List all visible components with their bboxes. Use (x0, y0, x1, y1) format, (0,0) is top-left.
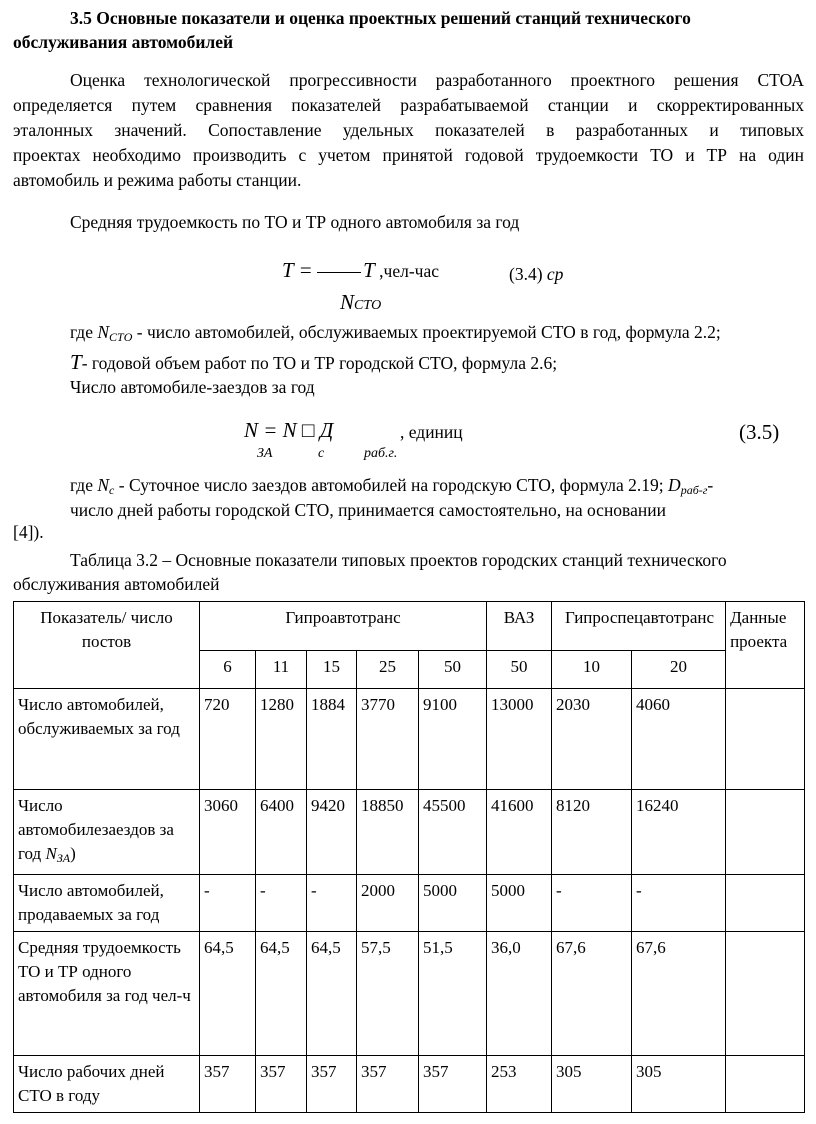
table-row (14, 875, 805, 932)
formula-3-5-sub-za: ЗА (257, 446, 273, 461)
table-cell: 305 (552, 1056, 632, 1113)
table-cell: 45500 (419, 790, 487, 875)
table-cell: 1884 (307, 689, 357, 790)
table-cell: 16240 (632, 790, 726, 875)
posts-cell: 25 (357, 651, 419, 689)
formula-3-5-sub-c: с (318, 446, 325, 461)
table-cell-empty (726, 1056, 805, 1113)
posts-cell: 50 (419, 651, 487, 689)
avg-labour-text: Средняя трудоемкость по ТО и ТР одного автомобиля за год (70, 212, 520, 232)
table-cell-empty (726, 875, 805, 932)
formula-3-4-denominator: NСТО (340, 290, 382, 314)
table-cell: 64,5 (307, 932, 357, 1056)
table-cell: - (200, 875, 256, 932)
table-cell: 305 (632, 1056, 726, 1113)
row-label: Число автомобилей, продаваемых за год (14, 875, 200, 932)
posts-cell: 10 (552, 651, 632, 689)
table-row (14, 1056, 805, 1113)
header-indicator: Показатель/ число постов (14, 602, 200, 689)
table-cell: 51,5 (419, 932, 487, 1056)
where-t: T- годовой объем работ по ТО и ТР городской СТО, формула 2.6; (70, 350, 558, 374)
table-caption-line1: Таблица 3.2 – Основные показатели типовых проектов городских станций технического (70, 550, 727, 570)
posts-cell: 15 (307, 651, 357, 689)
table-header-row (14, 602, 805, 651)
indicators-table (13, 601, 805, 1113)
formula-3-4-lhs: T = (282, 258, 313, 282)
row-label: Число автомобилезаездов за год $N_{ЗА}$) (14, 790, 200, 875)
formula-3-4-number-group (509, 264, 563, 285)
table-cell: - (256, 875, 307, 932)
formula-3-4-rhs: T (363, 258, 375, 282)
header-giprospecavtotrans: Гипроспецавтотранс (552, 602, 726, 651)
row-label: Средняя трудоемкость ТО и ТР одного автомобиля за год чел-ч (14, 932, 200, 1056)
table-cell: 2000 (357, 875, 419, 932)
intro-line-2: определяется путем сравнения показателей разрабатываемой станции и скорректированных (13, 95, 804, 115)
table-cell: 9420 (307, 790, 357, 875)
table-cell: 357 (357, 1056, 419, 1113)
table-cell: - (632, 875, 726, 932)
fraction-bar (317, 272, 361, 273)
row-label: Число рабочих дней СТО в году (14, 1056, 200, 1113)
posts-cell: 11 (256, 651, 307, 689)
intro-line-4: проектах необходимо производить с учетом принятой годовой трудоемкости ТО и ТР на один (13, 145, 804, 165)
table-cell: 5000 (487, 875, 552, 932)
table-cell: 357 (419, 1056, 487, 1113)
table-cell: 6400 (256, 790, 307, 875)
table-cell: 67,6 (632, 932, 726, 1056)
formula-3-5-number: (3.5) (739, 420, 780, 444)
table-cell-empty (726, 932, 805, 1056)
table-cell: 67,6 (552, 932, 632, 1056)
table-cell: 4060 (632, 689, 726, 790)
table-cell: 357 (307, 1056, 357, 1113)
table-row (14, 790, 805, 875)
formula-3-5-expr: N = N □ Д (244, 418, 334, 442)
table-cell: 18850 (357, 790, 419, 875)
section-title-line1: 3.5 Основные показатели и оценка проектных решений станций технического (70, 8, 691, 28)
intro-line-3: эталонных значений. Сопоставление удельных показателей в разработанных и типовых (13, 120, 804, 140)
table-cell: 2030 (552, 689, 632, 790)
table-cell: 1280 (256, 689, 307, 790)
formula-3-5-sub-rab: раб.г. (364, 446, 398, 461)
where-n-sto: где $N_{СТО}$ - число автомобилей, обслуживаемых проектируемой СТО в год, формула 2.2; (70, 322, 721, 344)
table-cell: 13000 (487, 689, 552, 790)
table-cell: 64,5 (200, 932, 256, 1056)
table-cell: - (552, 875, 632, 932)
table-row (14, 932, 805, 1056)
table-cell: 3770 (357, 689, 419, 790)
table-cell: - (307, 875, 357, 932)
table-cell: 9100 (419, 689, 487, 790)
row-label: Число автомобилей, обслуживаемых за год (14, 689, 200, 790)
formula-3-4-subscript: ср (546, 264, 564, 284)
table-cell: 5000 (419, 875, 487, 932)
table-cell: 720 (200, 689, 256, 790)
table-cell: 3060 (200, 790, 256, 875)
where-n-c-line2: число дней работы городской СТО, принимается самостоятельно, на основании (70, 500, 666, 520)
posts-cell: 6 (200, 651, 256, 689)
table-cell: 357 (256, 1056, 307, 1113)
table-caption-line2: обслуживания автомобилей (13, 574, 220, 594)
header-vaz: ВАЗ (487, 602, 552, 651)
formula-3-4 (282, 258, 439, 283)
formula-3-4-unit: ,чел-час (379, 261, 440, 281)
table-cell: 57,5 (357, 932, 419, 1056)
table-cell: 64,5 (256, 932, 307, 1056)
intro-line-5: автомобиль и режима работы станции. (13, 170, 302, 190)
posts-cell: 50 (487, 651, 552, 689)
where-n-c: где $N_с$ - Суточное число заездов автомобилей на городскую СТО, формула 2.19; $D_{раб-г}-$ (70, 475, 714, 497)
table-cell-empty (726, 689, 805, 790)
intro-line-1: Оценка технологической прогрессивности разработанного проектного решения СТОА (70, 70, 804, 90)
formula-3-4-number: (3.4) (509, 264, 543, 284)
table-cell: 357 (200, 1056, 256, 1113)
section-title-line2: обслуживания автомобилей (13, 32, 234, 52)
posts-cell: 20 (632, 651, 726, 689)
table-cell: 41600 (487, 790, 552, 875)
table-cell: 36,0 (487, 932, 552, 1056)
formula-3-5-unit: , единиц (400, 422, 463, 442)
header-giproavtotrans: Гипроавтотранс (200, 602, 487, 651)
arrivals-text: Число автомобиле-заездов за год (70, 377, 315, 397)
header-project-data: Данные проекта (726, 602, 805, 689)
table-cell-empty (726, 790, 805, 875)
table-cell: 253 (487, 1056, 552, 1113)
table-row (14, 689, 805, 790)
where-n-c-line3: [4]). (13, 522, 44, 542)
table-cell: 8120 (552, 790, 632, 875)
